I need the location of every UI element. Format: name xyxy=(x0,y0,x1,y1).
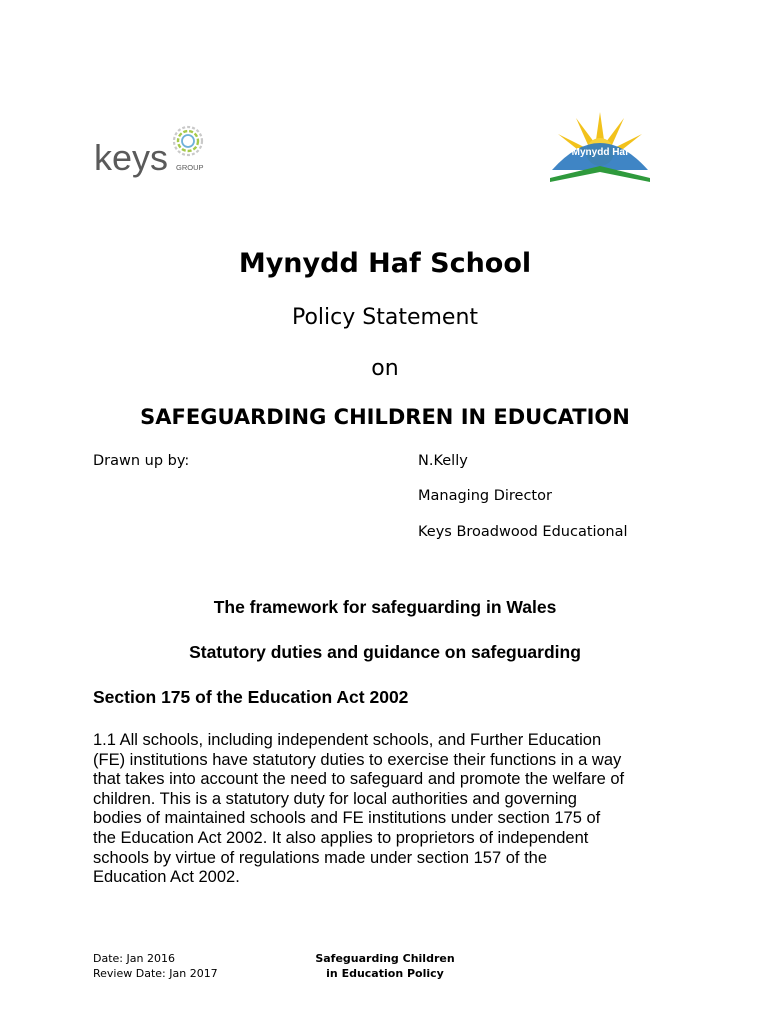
paragraph-line: bodies of maintained schools and FE institutions under section 175 of xyxy=(93,809,601,828)
footer-title-line: Safeguarding Children xyxy=(315,952,455,965)
footer-document-title xyxy=(292,951,478,981)
policy-topic: SAFEGUARDING CHILDREN IN EDUCATION xyxy=(140,405,630,429)
framework-heading: The framework for safeguarding in Wales xyxy=(213,597,557,617)
paragraph-line: (FE) institutions have statutory duties to exercise their functions in a way xyxy=(93,750,622,769)
footer-review-date: Review Date: Jan 2017 xyxy=(93,967,218,980)
section-heading: Section 175 of the Education Act 2002 xyxy=(93,687,409,707)
school-badge-text: Mynydd Haf xyxy=(571,147,629,158)
school-badge-logo xyxy=(546,108,654,182)
statutory-heading: Statutory duties and guidance on safeguarding xyxy=(189,642,581,662)
keys-group-text: GROUP xyxy=(176,163,204,172)
keys-ring-icon xyxy=(174,127,202,155)
on-text: on xyxy=(371,356,399,381)
author-name: N.Kelly xyxy=(418,453,468,469)
author-organisation: Keys Broadwood Educational xyxy=(418,524,628,540)
policy-subtitle: Policy Statement xyxy=(291,305,479,330)
paragraph-line: schools by virtue of regulations made under section 157 of the xyxy=(93,848,548,867)
paragraph-line: the Education Act 2002. It also applies to proprietors of independent xyxy=(93,828,589,847)
footer-date: Date: Jan 2016 xyxy=(93,952,175,965)
keys-brand-text: keys xyxy=(94,137,169,178)
drawn-up-label: Drawn up by: xyxy=(93,453,190,469)
paragraph-line: children. This is a statutory duty for local authorities and governing xyxy=(93,789,577,808)
paragraph-line: Education Act 2002. xyxy=(93,868,240,887)
section-paragraph xyxy=(93,731,693,888)
footer-dates xyxy=(93,951,218,981)
author-role: Managing Director xyxy=(418,488,552,504)
footer-title-line: in Education Policy xyxy=(326,967,444,980)
page-title: Mynydd Haf School xyxy=(238,248,532,279)
paragraph-line: 1.1 All schools, including independent schools, and Further Education xyxy=(93,731,602,749)
paragraph-line: that takes into account the need to safeguard and promote the welfare of xyxy=(93,770,625,789)
keys-group-logo xyxy=(94,120,209,182)
